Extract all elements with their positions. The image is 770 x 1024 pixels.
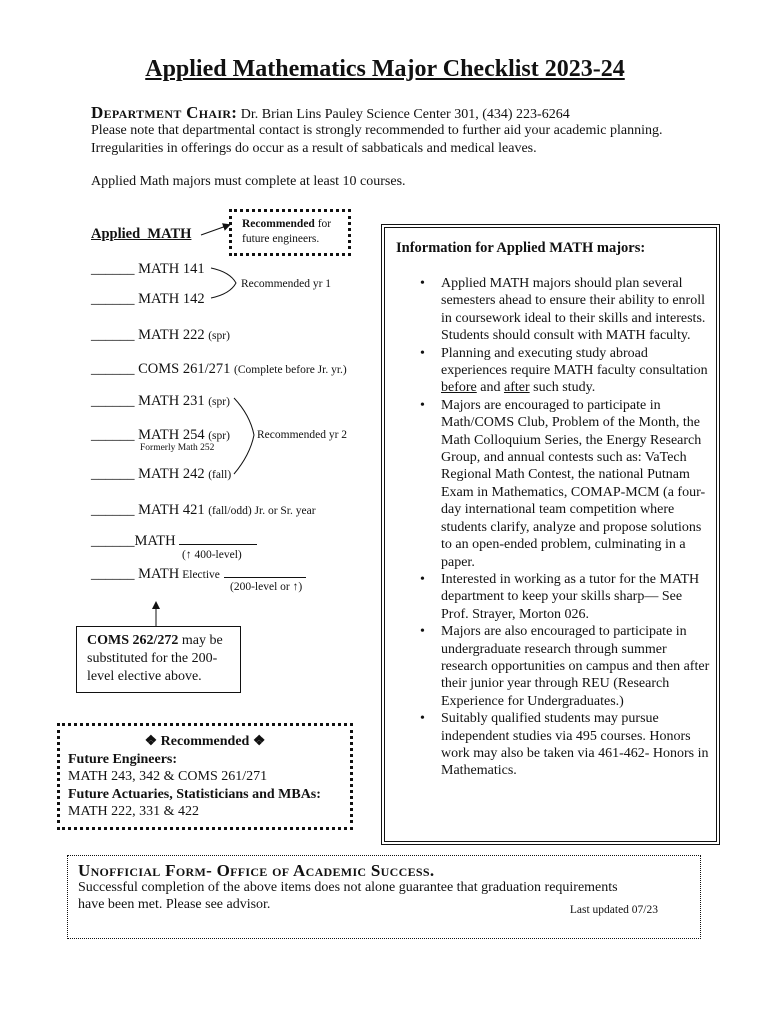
info-list: [420, 275, 710, 780]
list-item: [420, 345, 710, 397]
rec-box-line2: future engineers.: [242, 233, 320, 245]
400-level-note: (↑ 400-level): [182, 549, 242, 561]
course-math-222: [91, 327, 230, 344]
blank-line: ______: [91, 466, 135, 482]
yr1-brace: [211, 268, 236, 298]
course-name: MATH 242: [138, 466, 205, 482]
recommended-yr2: Recommended yr 2: [257, 429, 348, 441]
course-name: COMS 261/271: [138, 361, 231, 377]
coms-text3: level elective above.: [87, 669, 202, 684]
yr2-brace: [234, 398, 254, 474]
page-title: Applied Mathematics Major Checklist 2023-24: [145, 56, 625, 82]
course-coms-261: [91, 361, 347, 378]
course-note: (Complete before Jr. yr.): [234, 364, 347, 376]
course-math-141: [91, 261, 205, 278]
blank-line: ______: [91, 502, 135, 518]
course-note: (fall): [208, 469, 232, 481]
list-item: • Applied MATH majors should plan several semesters ahead to ensure their ability to enroll in coursework ideal to their skills and interests. Students should consult with MATH faculty.: [420, 275, 710, 345]
coms-text1: may be: [178, 633, 223, 648]
note-line-1: Please note that departmental contact is strongly recommended to further aid your academic planning.: [91, 123, 663, 138]
info-heading: Information for Applied MATH majors:: [396, 240, 646, 256]
blank-line: ______: [91, 533, 135, 549]
course-math-242: [91, 466, 231, 483]
actuaries-courses: MATH 222, 331 & 422: [68, 804, 200, 819]
blank-line: ______: [91, 361, 135, 377]
rec-arrow: [201, 225, 229, 235]
course-math-400-level: [91, 532, 257, 550]
list-item: • Majors are encouraged to participate in Math/COMS Club, Problem of the Month, the Math Colloquium Series, the Energy Research Group, and annual contests such as: VaTech Regional Math Contest, the national Putnam Exam in Mathematics, COMAP-MCM (a four-day international team competition where students clarify, analyze and propose solutions to an open-ended problem, culminating in a paper.: [420, 397, 710, 571]
text: such study.: [529, 380, 596, 396]
actuaries-label: Future Actuaries, Statisticians and MBAs:: [68, 786, 321, 802]
blank-line: ______: [91, 427, 135, 443]
recommended-yr1: Recommended yr 1: [241, 278, 332, 290]
course-name: MATH 142: [138, 291, 205, 307]
last-updated: Last updated 07/23: [569, 904, 658, 916]
course-note: (spr): [208, 396, 230, 408]
engineers-courses: MATH 243, 342 & COMS 261/271: [68, 769, 268, 784]
list-item: • Interested in working as a tutor for the MATH department to keep your skills sharp— See Prof. Strayer, Morton 026.: [420, 571, 710, 623]
footer-text2: have been met. Please see advisor.: [78, 897, 271, 912]
text: after: [503, 380, 530, 396]
engineers-label: Future Engineers:: [68, 751, 178, 767]
text: before: [441, 380, 477, 396]
course-name: MATH: [134, 533, 176, 549]
fill-in-blank[interactable]: [179, 532, 257, 545]
requirement-text: Applied Math majors must complete at least 10 courses.: [91, 174, 406, 189]
footer-heading: Unofficial Form- Office of Academic Success.: [78, 861, 435, 880]
recommended-box: [57, 723, 353, 830]
blank-line: ______: [91, 393, 135, 409]
text: and: [476, 380, 504, 396]
note-line-2: Irregularities in offerings do occur as a result of sabbaticals and medical leaves.: [91, 141, 537, 156]
chair-info: Dr. Brian Lins Pauley Science Center 301, (434) 223-6264: [240, 107, 570, 122]
blank-line: ______: [91, 566, 135, 582]
course-math-254: [91, 427, 230, 444]
course-note: (spr): [208, 330, 230, 342]
course-name: MATH 254: [138, 427, 205, 443]
rec-box-rest: for: [314, 218, 332, 230]
course-math-142: [91, 291, 205, 308]
elective-label: Elective: [182, 569, 220, 581]
recommended-heading: ❖ Recommended ❖: [144, 734, 266, 749]
text: Planning and executing study abroad experiences require MATH faculty consultation: [441, 345, 708, 379]
chair-label: Department Chair:: [91, 103, 238, 122]
course-note: (fall/odd) Jr. or Sr. year: [208, 505, 316, 517]
course-name: MATH 222: [138, 327, 205, 343]
coms-substitution-box: [76, 626, 241, 693]
course-name: MATH 421: [138, 502, 205, 518]
coms-text2: substituted for the 200-: [87, 651, 218, 666]
course-math-421: [91, 502, 316, 519]
course-math-231: [91, 393, 230, 410]
blank-line: ______: [91, 261, 135, 277]
200-level-note: (200-level or ↑): [230, 581, 303, 593]
section-heading: Applied MATH: [91, 226, 192, 242]
blank-line: ______: [91, 291, 135, 307]
course-name: MATH: [138, 566, 180, 582]
course-note: (spr): [208, 430, 230, 442]
formerly-note: Formerly Math 252: [140, 443, 215, 453]
footer-text1: Successful completion of the above items does not alone guarantee that graduation requirements: [78, 880, 618, 895]
list-item: • Suitably qualified students may pursue independent studies via 495 courses. Honors work may also be taken via 461-462- Honors in Mathematics.: [420, 710, 710, 780]
coms-bold: COMS 262/272: [87, 633, 179, 648]
list-item: • Majors are also encouraged to participate in undergraduate research through summer research opportunities on campus and then after their junior year through REU (Research Experience for Undergraduates.): [420, 623, 710, 710]
rec-box-bold: Recommended: [242, 218, 315, 230]
course-name: MATH 231: [138, 393, 205, 409]
blank-line: ______: [91, 327, 135, 343]
fill-in-blank[interactable]: [224, 565, 306, 578]
course-name: MATH 141: [138, 261, 205, 277]
footer-box: [67, 855, 701, 939]
